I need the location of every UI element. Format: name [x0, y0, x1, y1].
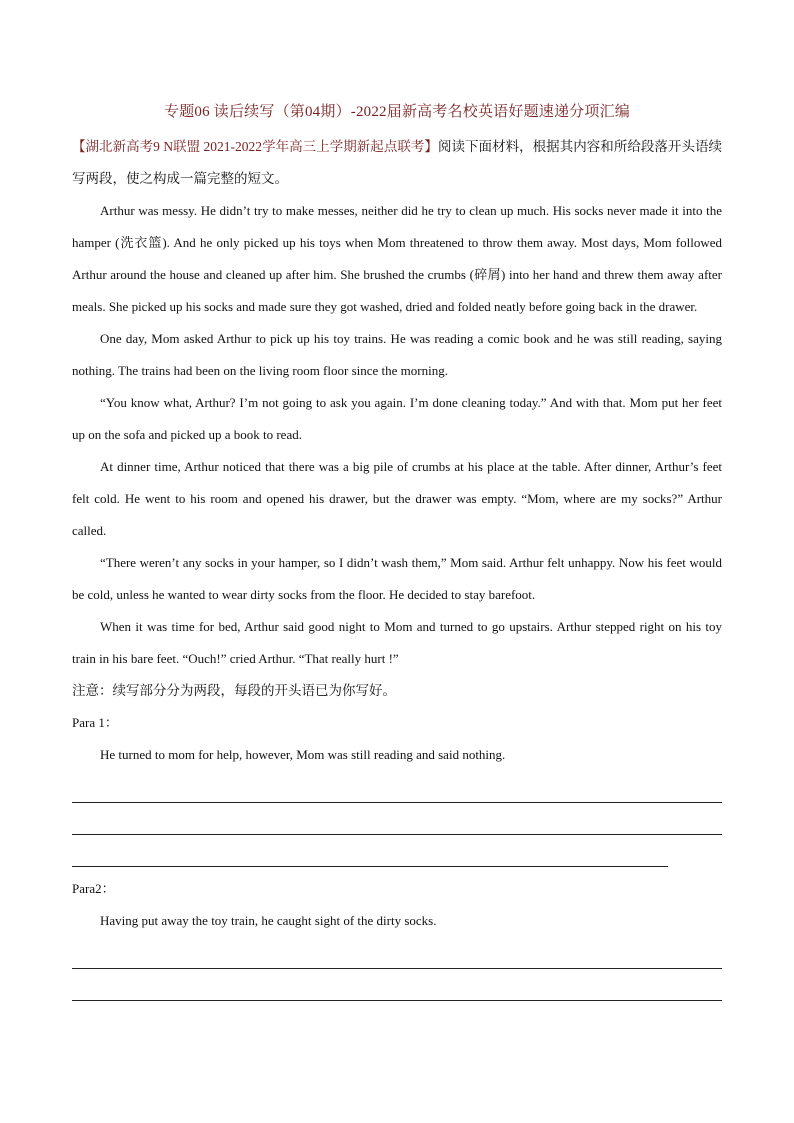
writing-line[interactable]: [72, 835, 668, 867]
para1-label: Para 1：: [72, 715, 118, 730]
document-body: [72, 131, 722, 1007]
passage-paragraph-2: One day, Mom asked Arthur to pick up his toy trains. He was reading a comic book and he was still reading, saying nothing. The trains had been on the living room floor since the morning.: [72, 331, 722, 378]
passage-paragraph-4: At dinner time, Arthur noticed that there was a big pile of crumbs at his place at the table. After dinner, Arthur’s feet felt cold. He went to his room and opened his drawer, but the drawer was empty. “Mom, where are my socks?” Arthur called.: [72, 459, 722, 538]
para1-writing-area[interactable]: [72, 771, 722, 867]
para2-label: Para2：: [72, 881, 115, 896]
para2-writing-area[interactable]: [72, 937, 722, 1001]
passage-paragraph-1: Arthur was messy. He didn’t try to make messes, neither did he try to clean up much. His socks never made it into the hamper (洗衣篮). And he only picked up his toys when Mom threatened to throw them away. Most days, Mom followed Arthur around the house and cleaned up after him. She brushed the crumbs (碎屑) into her hand and threw them away after meals. She picked up his socks and made sure they got washed, dried and folded neatly before going back in the drawer.: [72, 203, 722, 314]
writing-line[interactable]: [72, 969, 722, 1001]
intro-source: 【湖北新高考9 N联盟 2021-2022学年高三上学期新起点联考】: [72, 139, 438, 154]
passage-paragraph-5: “There weren’t any socks in your hamper, so I didn’t wash them,” Mom said. Arthur felt unhappy. Now his feet would be cold, unless he wanted to wear dirty socks from the floor. He decided to stay barefoot.: [72, 555, 722, 602]
intro-instruction: 阅读下面材料，根据其内容和所给段落开头语续写两段，使之构成一篇完整的短文。: [72, 139, 723, 186]
para1-starter: He turned to mom for help, however, Mom was still reading and said nothing.: [100, 747, 506, 762]
passage-paragraph-3: “You know what, Arthur? I’m not going to ask you again. I’m done cleaning today.” And with that. Mom put her feet up on the sofa and picked up a book to read.: [72, 395, 722, 442]
writing-line[interactable]: [72, 803, 722, 835]
page-title: 专题06 读后续写（第04期）-2022届新高考名校英语好题速递分项汇编: [164, 104, 630, 120]
passage-paragraph-6: When it was time for bed, Arthur said good night to Mom and turned to go upstairs. Arthur stepped right on his toy train in his bare feet. “Ouch!” cried Arthur. “That really hurt !”: [72, 619, 722, 666]
writing-note: 注意：续写部分分为两段，每段的开头语已为你写好。: [72, 683, 396, 698]
writing-line[interactable]: [72, 937, 722, 969]
writing-line[interactable]: [72, 771, 722, 803]
intro: [72, 131, 722, 195]
para2-starter: Having put away the toy train, he caught sight of the dirty socks.: [100, 913, 437, 928]
